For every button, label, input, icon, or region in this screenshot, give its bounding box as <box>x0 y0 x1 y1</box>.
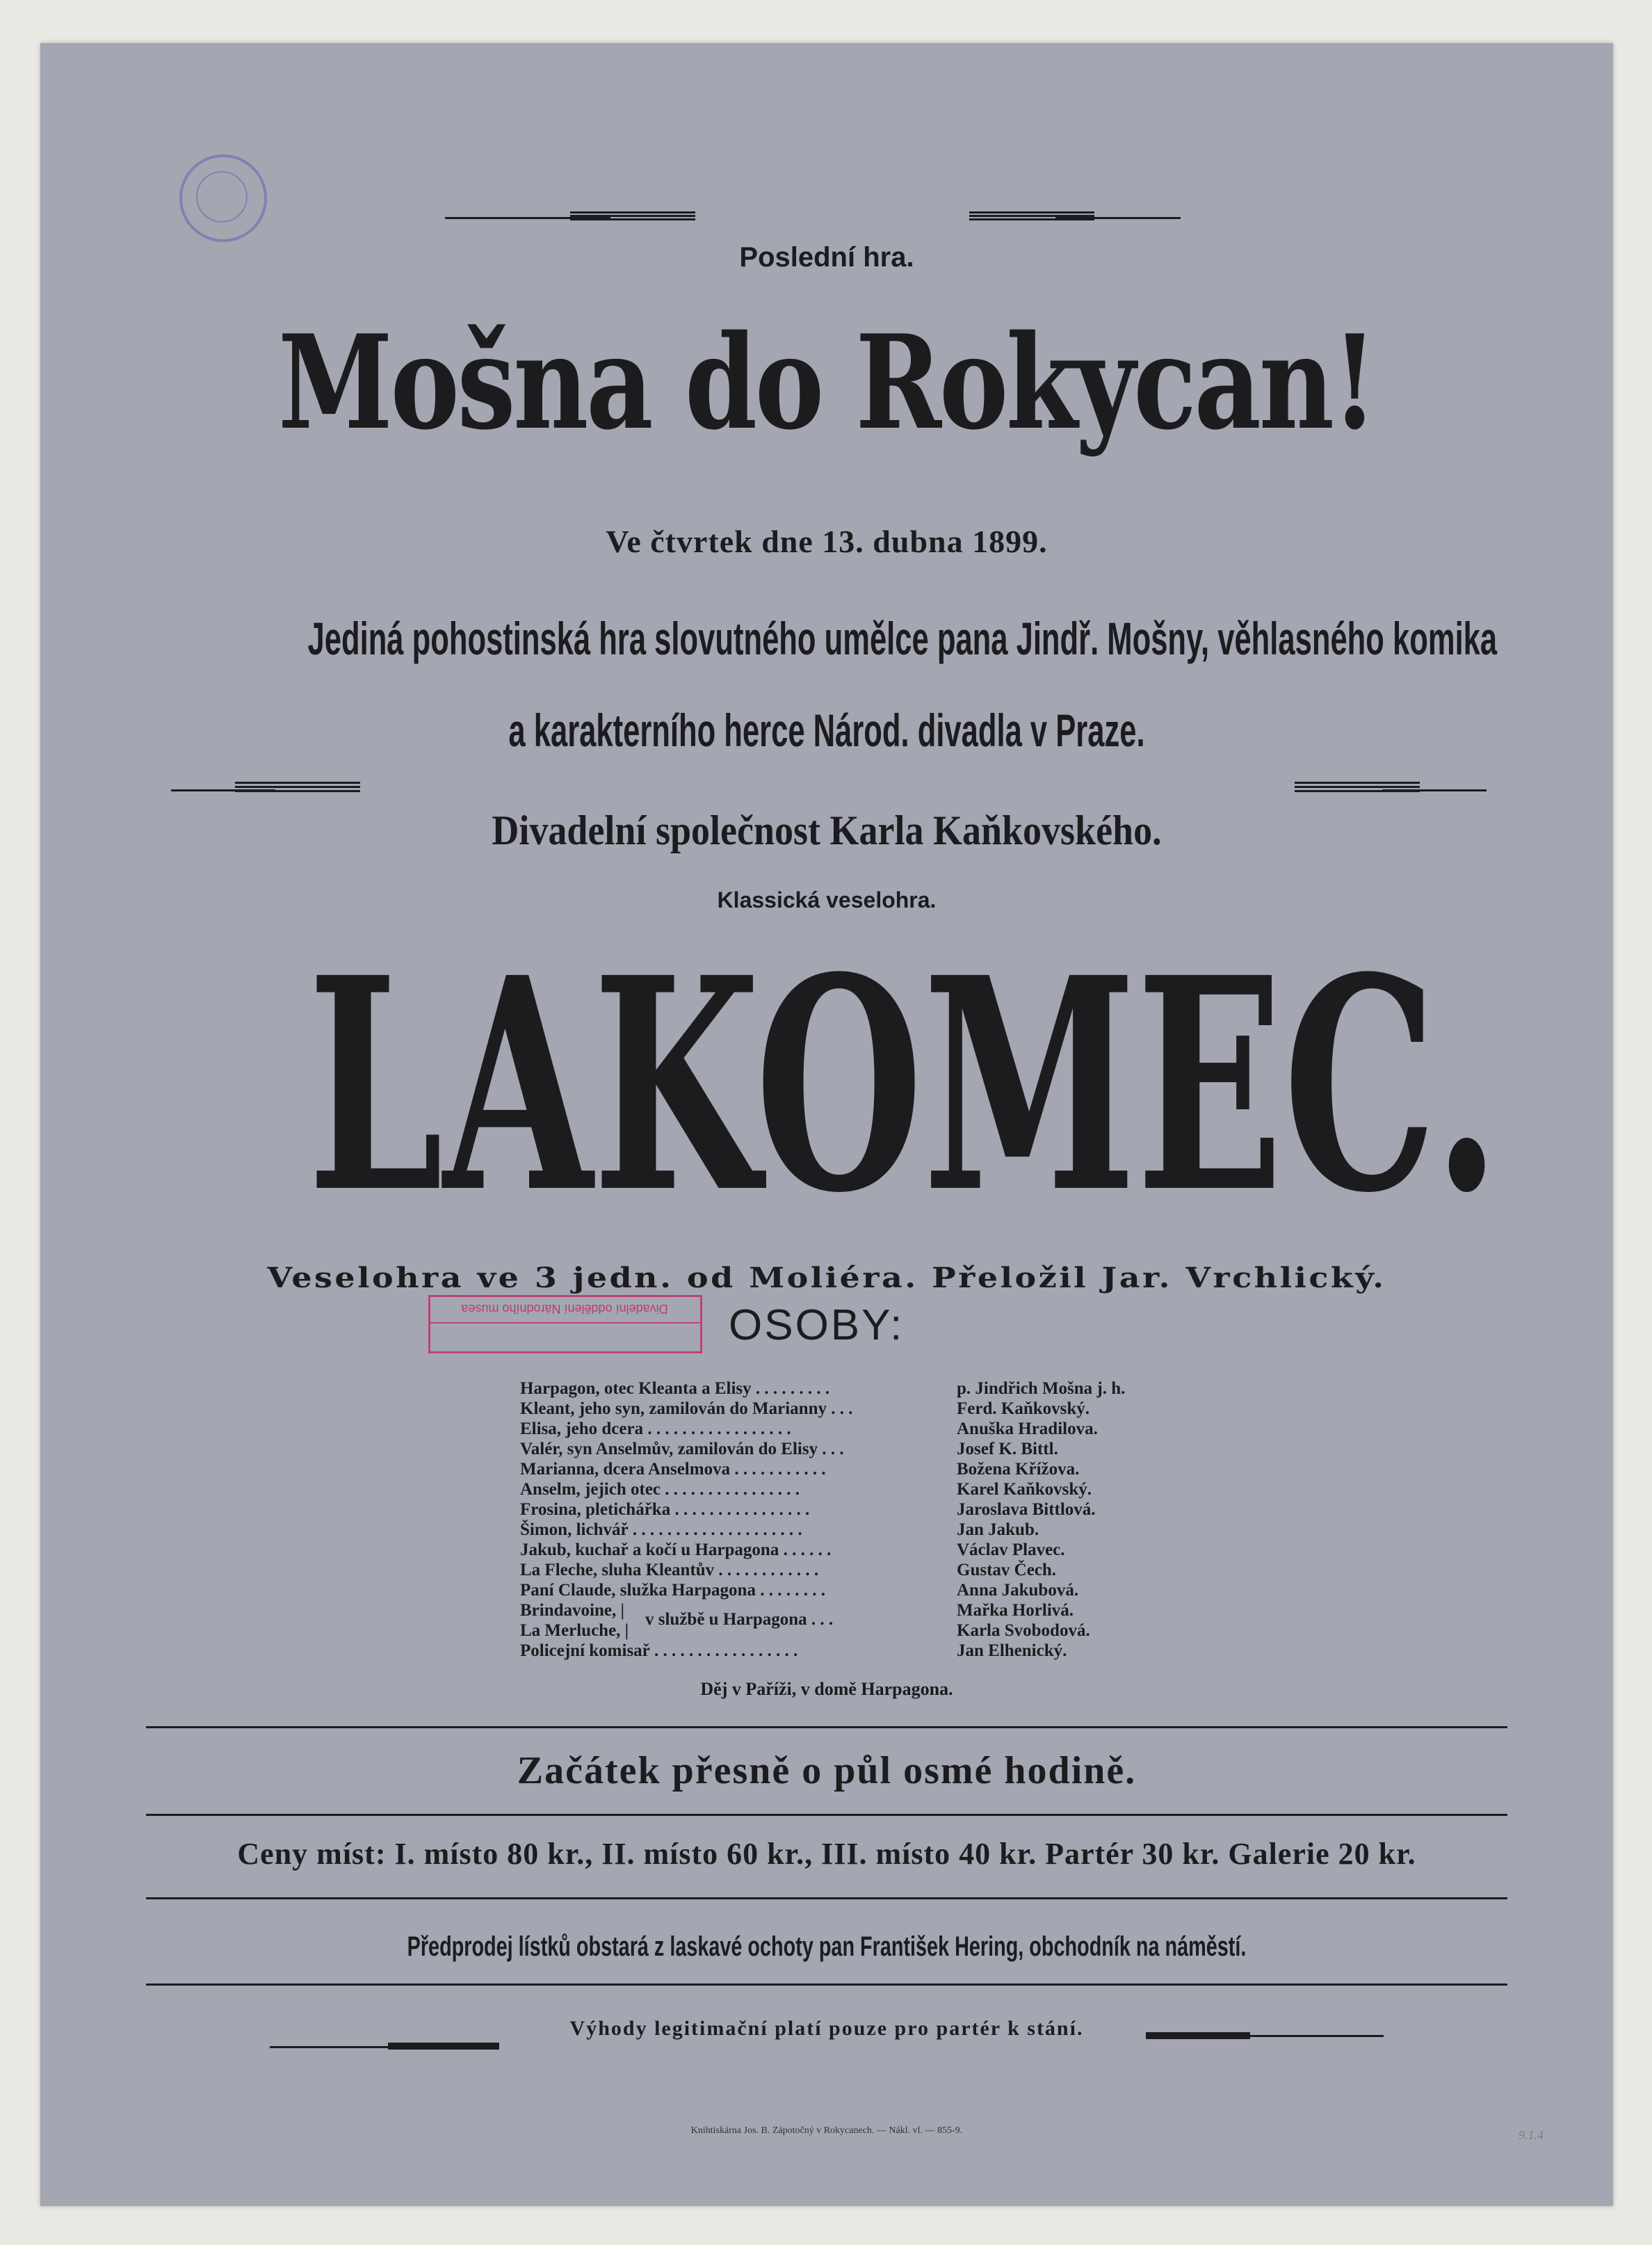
divider-2 <box>146 1814 1507 1816</box>
setting-note: Děj v Paříži, v domě Harpagona. <box>700 1679 953 1699</box>
cast-role: Paní Claude, služka Harpagona . . . . . . . . <box>520 1581 825 1600</box>
poster-sheet <box>40 43 1613 2206</box>
cast-actor: Jaroslava Bittlová. <box>957 1500 1096 1519</box>
cast-actor: Anuška Hradilova. <box>957 1419 1098 1438</box>
cast-role: Anselm, jejich otec . . . . . . . . . . . . . . . . <box>520 1480 800 1499</box>
cast-role: Policejní komisař . . . . . . . . . . . . . . . . . <box>520 1641 798 1660</box>
rule-right-bars <box>969 211 1094 221</box>
cast-actor: Josef K. Bittl. <box>957 1440 1058 1458</box>
cast-role: La Merluche, | <box>520 1621 629 1640</box>
divider-4 <box>146 1984 1507 1986</box>
divider-1 <box>146 1726 1507 1728</box>
cast-actor: Jan Jakub. <box>957 1520 1039 1539</box>
presale-note: Předprodej lístků obstará z laskavé ochoty pan František Hering, obchodník na náměstí. <box>407 1931 1247 1962</box>
museum-stamp-divider <box>430 1322 700 1323</box>
rule-left-bars <box>570 211 695 221</box>
cast-actor: Karla Svobodová. <box>957 1621 1090 1640</box>
company-rule-right-thin <box>1382 789 1487 791</box>
cast-role: Jakub, kuchař a kočí u Harpagona . . . . . . <box>520 1540 832 1559</box>
start-time: Začátek přesně o půl osmé hodině. <box>517 1749 1137 1792</box>
stamp-inner-ring <box>196 171 248 223</box>
cast-header: OSOBY: <box>729 1301 905 1349</box>
main-title: Mošna do Rokycan! <box>278 306 1375 458</box>
cast-actor: Mařka Horlivá. <box>957 1601 1074 1620</box>
ticket-prices: Ceny míst: I. místo 80 kr., II. místo 60 kr., III. místo 40 kr. Partér 30 kr. Galerie 20 kr. <box>237 1837 1416 1871</box>
cast-role: Šimon, lichvář . . . . . . . . . . . . . . . . . . . . <box>520 1520 802 1539</box>
rule-right-thin <box>1055 217 1181 219</box>
cast-role: Marianna, dcera Anselmova . . . . . . . . . . . <box>520 1460 826 1479</box>
cast-role: La Fleche, sluha Kleantův . . . . . . . . . . . . <box>520 1561 819 1579</box>
cast-role: Frosina, pletichářka . . . . . . . . . . . . . . . . <box>520 1500 810 1519</box>
cast-role: Harpagon, otec Kleanta a Elisy . . . . . . . . . <box>520 1379 830 1398</box>
cast-actor: Gustav Čech. <box>957 1561 1057 1579</box>
pencil-note: 9.1.4 <box>1519 2128 1544 2142</box>
guest-line-1: Jediná pohostinská hra slovutného umělce pana Jindř. Mošny, věhlasného komika <box>307 613 1498 664</box>
legit-rule-right-thin <box>1222 2035 1384 2037</box>
play-title: LAKOMEC. <box>307 915 1500 1257</box>
cast-actor: Karel Kaňkovský. <box>957 1480 1092 1499</box>
cast-actor: Jan Elhenický. <box>957 1641 1067 1660</box>
cast-actor: p. Jindřich Mošna j. h. <box>957 1379 1126 1398</box>
cast-actor: Václav Plavec. <box>957 1540 1065 1559</box>
performance-date: Ve čtvrtek dne 13. dubna 1899. <box>606 524 1048 559</box>
cast-role: Kleant, jeho syn, zamilován do Marianny . . . <box>520 1399 853 1418</box>
guest-line-2: a karakterního herce Národ. divadla v Praze. <box>508 705 1145 756</box>
cast-role: Elisa, jeho dcera . . . . . . . . . . . . . . . . . <box>520 1419 791 1438</box>
legitimation-note: Výhody legitimační platí pouze pro partér k stání. <box>569 2017 1084 2040</box>
cast-actor: Božena Křížova. <box>957 1460 1080 1479</box>
museum-stamp <box>428 1295 702 1353</box>
company-name: Divadelní společnost Karla Kaňkovského. <box>492 807 1162 853</box>
company-rule-left-bars <box>235 782 360 793</box>
top-label: Poslední hra. <box>739 242 914 273</box>
author-line: Veselohra ve 3 jedn. od Moliéra. Přeložil Jar. Vrchlický. <box>267 1262 1386 1294</box>
cast-actor: Ferd. Kaňkovský. <box>957 1399 1090 1418</box>
cast-brace-note: v službě u Harpagona . . . <box>645 1610 834 1629</box>
museum-stamp-text: Divadelní oddělení Národního musea <box>461 1302 668 1316</box>
printer-imprint: Knihtiskárna Jos. B. Zápotočný v Rokycanech. — Nákl. vl. — 855-9. <box>690 2125 963 2136</box>
cast-role: Valér, syn Anselmův, zamilován do Elisy . . . <box>520 1440 844 1458</box>
round-library-stamp <box>179 154 267 242</box>
cast-actor: Anna Jakubová. <box>957 1581 1079 1600</box>
genre-label: Klassická veselohra. <box>717 887 937 912</box>
divider-3 <box>146 1897 1507 1899</box>
cast-role: Brindavoine, | <box>520 1601 624 1620</box>
legit-rule-left-bar <box>388 2043 499 2050</box>
